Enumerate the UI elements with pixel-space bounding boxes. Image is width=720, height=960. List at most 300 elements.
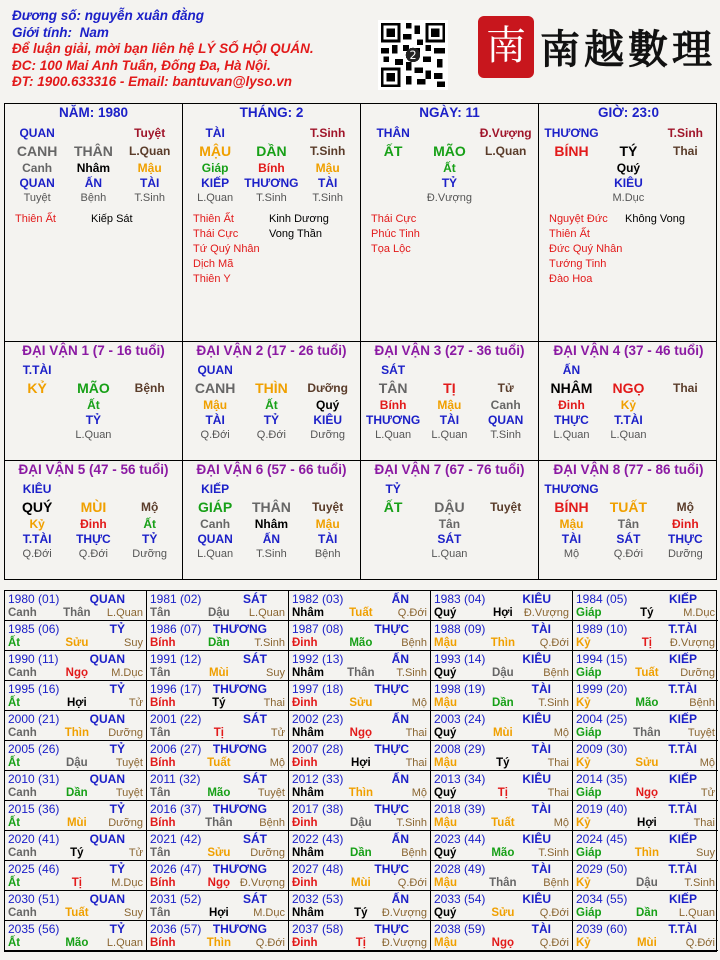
- cell-value: [543, 191, 600, 206]
- year-label: 1988 (09): [434, 622, 486, 636]
- dai-van-cell[interactable]: [361, 461, 539, 579]
- cell-value: NHÂM: [550, 380, 593, 396]
- year-branch: Thân: [347, 667, 375, 679]
- cell-row: [5, 428, 182, 443]
- cell-value: Tuyệt: [490, 500, 522, 514]
- year-state: Tử: [270, 727, 285, 739]
- year-branch: Hợi: [637, 817, 657, 829]
- dai-van-cell[interactable]: [183, 342, 361, 460]
- year-cell[interactable]: [147, 741, 289, 771]
- year-stem: Quý: [434, 607, 457, 619]
- cell-value: TUẤT: [609, 499, 648, 515]
- year-state: Bệnh: [543, 877, 569, 889]
- year-state: Bệnh: [401, 847, 427, 859]
- year-stem: Kỷ: [576, 817, 591, 829]
- cell-row: [5, 482, 182, 497]
- year-cell[interactable]: [573, 801, 718, 831]
- year-cell[interactable]: [573, 831, 718, 861]
- cell-value: T.TÀI: [22, 532, 52, 546]
- year-state: T.Sinh: [538, 697, 569, 709]
- year-cell[interactable]: [431, 621, 573, 651]
- year-cell[interactable]: [431, 891, 573, 921]
- year-label: 1995 (16): [8, 682, 60, 696]
- year-stem: Nhâm: [292, 727, 324, 739]
- year-label: 2006 (27): [150, 742, 202, 756]
- star-name-good: Tọa Lộc: [371, 243, 411, 255]
- cell-value: KIẾP: [201, 482, 230, 496]
- year-cell[interactable]: [431, 801, 573, 831]
- year-label: 2010 (31): [8, 772, 60, 786]
- year-state: Tuyệt: [115, 787, 143, 799]
- year-label: 2017 (38): [292, 802, 344, 816]
- year-cell[interactable]: [5, 831, 147, 861]
- year-cell[interactable]: [5, 741, 147, 771]
- year-god: SÁT: [243, 892, 267, 906]
- pillar-cell[interactable]: [183, 104, 361, 341]
- year-label: 2035 (56): [8, 922, 60, 936]
- cell-value: Đ.Vượng: [479, 126, 532, 140]
- year-god: SÁT: [243, 652, 267, 666]
- year-state: M.Dục: [111, 877, 143, 889]
- cell-row: [539, 378, 718, 398]
- year-cell[interactable]: [573, 771, 718, 801]
- year-god: SÁT: [243, 832, 267, 846]
- year-cell[interactable]: [5, 771, 147, 801]
- cell-row: [539, 547, 718, 562]
- cell-value: L.Quan: [431, 548, 468, 560]
- year-branch: Ngọ: [635, 787, 659, 799]
- year-state: Bệnh: [543, 667, 569, 679]
- year-cell[interactable]: [147, 681, 289, 711]
- year-label: 2028 (49): [434, 862, 486, 876]
- year-stem: Tân: [150, 847, 171, 859]
- pillar-cell[interactable]: [539, 104, 718, 341]
- year-label: 1999 (20): [576, 682, 628, 696]
- year-cell[interactable]: [147, 831, 289, 861]
- dai-van-cell[interactable]: [5, 342, 183, 460]
- yearly-luck-table: [4, 590, 717, 952]
- cell-value: [9, 413, 65, 428]
- year-cell[interactable]: [431, 681, 573, 711]
- year-god: THƯƠNG: [212, 742, 267, 756]
- cell-title: ĐẠI VẬN 7 (67 - 76 tuổi): [374, 462, 525, 477]
- year-branch: Sửu: [491, 907, 515, 919]
- cell-value: [122, 482, 178, 497]
- star-name-good: Tứ Quý Nhân: [193, 243, 260, 255]
- year-stem: Đinh: [292, 757, 318, 769]
- year-state: Mộ: [411, 787, 427, 799]
- year-cell[interactable]: [573, 621, 718, 651]
- year-god: TÀI: [531, 622, 551, 636]
- year-stem: Giáp: [576, 607, 602, 619]
- year-cell[interactable]: [5, 891, 147, 921]
- cell-value: QUAN: [487, 413, 524, 427]
- year-label: 1992 (13): [292, 652, 344, 666]
- year-label: 2034 (55): [576, 892, 628, 906]
- year-state: T.Sinh: [684, 877, 715, 889]
- year-label: 2000 (21): [8, 712, 60, 726]
- year-state: Mộ: [411, 697, 427, 709]
- year-branch: Mão: [207, 787, 231, 799]
- year-cell[interactable]: [289, 801, 431, 831]
- year-branch: Hợi: [67, 697, 87, 709]
- cell-row: [361, 497, 538, 517]
- year-cell[interactable]: [431, 921, 573, 951]
- year-branch: Tuất: [491, 817, 515, 829]
- cell-value: ẤN: [262, 532, 281, 546]
- year-cell[interactable]: [289, 921, 431, 951]
- cell-value: Q.Đới: [613, 548, 644, 560]
- cell-value: [657, 161, 714, 176]
- cell-value: BÍNH: [554, 143, 589, 159]
- year-branch: Thìn: [206, 937, 231, 949]
- year-god: TỶ: [109, 742, 125, 756]
- dai-van-cell[interactable]: [183, 461, 361, 579]
- year-god: ẤN: [391, 832, 409, 846]
- year-state: T.Sinh: [254, 637, 285, 649]
- year-label: 2020 (41): [8, 832, 60, 846]
- year-cell[interactable]: [147, 711, 289, 741]
- year-cell[interactable]: [5, 681, 147, 711]
- year-cell[interactable]: [573, 891, 718, 921]
- cell-row: [539, 126, 718, 141]
- year-cell[interactable]: [573, 921, 718, 951]
- year-state: T.Sinh: [396, 667, 427, 679]
- cell-row: [5, 413, 182, 428]
- cell-row: [361, 517, 538, 532]
- cell-value: [65, 363, 121, 378]
- year-cell[interactable]: [147, 621, 289, 651]
- year-stem: Quý: [434, 667, 457, 679]
- cell-value: DẬU: [434, 499, 465, 515]
- star-name-good: Phúc Tinh: [371, 228, 420, 240]
- year-branch: Mão: [491, 847, 515, 859]
- year-god: THỰC: [374, 682, 409, 696]
- star-name-good: Thiên Ất: [15, 213, 56, 225]
- year-branch: Tuất: [635, 667, 659, 679]
- cell-value: Tuyệt: [23, 192, 51, 204]
- year-cell[interactable]: [5, 801, 147, 831]
- cell-row: [539, 191, 718, 206]
- year-branch: Dần: [636, 907, 658, 919]
- year-god: T.TÀI: [668, 922, 697, 936]
- year-cell[interactable]: [5, 861, 147, 891]
- cell-row: [539, 532, 718, 547]
- year-stem: Nhâm: [292, 667, 324, 679]
- year-state: Đ.Vượng: [523, 607, 569, 619]
- cell-row: [361, 482, 538, 497]
- year-state: Q.Đới: [539, 637, 569, 649]
- year-cell[interactable]: [5, 591, 147, 621]
- year-cell[interactable]: [147, 591, 289, 621]
- year-cell[interactable]: [147, 651, 289, 681]
- cell-value: Mậu: [437, 398, 462, 412]
- year-label: 2013 (34): [434, 772, 486, 786]
- year-stem: Canh: [8, 787, 37, 799]
- year-stem: Canh: [8, 727, 37, 739]
- cell-value: THƯƠNG: [244, 176, 299, 190]
- year-cell[interactable]: [431, 741, 573, 771]
- cell-value: QUAN: [197, 363, 233, 377]
- year-cell[interactable]: [147, 801, 289, 831]
- cell-value: SÁT: [437, 532, 462, 546]
- year-cell[interactable]: [289, 591, 431, 621]
- year-god: TỶ: [109, 862, 125, 876]
- year-cell[interactable]: [431, 861, 573, 891]
- year-label: 2016 (37): [150, 802, 202, 816]
- year-stem: Đinh: [292, 697, 318, 709]
- year-label: 2027 (48): [292, 862, 344, 876]
- year-cell[interactable]: [5, 651, 147, 681]
- year-stem: Tân: [150, 787, 171, 799]
- year-stem: Nhâm: [292, 907, 324, 919]
- year-cell[interactable]: [289, 891, 431, 921]
- cell-value: Bệnh: [314, 548, 341, 560]
- cell-value: [478, 517, 534, 532]
- year-cell[interactable]: [289, 711, 431, 741]
- year-branch: Tị: [497, 787, 508, 799]
- year-god: TỶ: [109, 922, 125, 936]
- cell-value: T.Sinh: [309, 126, 346, 140]
- year-state: Mộ: [269, 757, 285, 769]
- dai-van-cell[interactable]: [5, 461, 183, 579]
- cell-row: [183, 482, 360, 497]
- cell-value: Ất: [143, 517, 156, 531]
- year-cell[interactable]: [431, 711, 573, 741]
- year-state: Q.Đới: [539, 907, 569, 919]
- cell-row: [539, 363, 718, 378]
- year-god: TÀI: [531, 802, 551, 816]
- year-god: KIÊU: [522, 892, 551, 906]
- year-stem: Đinh: [292, 637, 318, 649]
- stars-list: [5, 212, 182, 227]
- year-branch: Tý: [496, 757, 510, 769]
- dai-van-cell[interactable]: [539, 342, 718, 460]
- cell-value: Ất: [443, 161, 456, 175]
- four-pillars: [4, 103, 717, 342]
- year-god: THƯƠNG: [212, 682, 267, 696]
- year-label: 1989 (10): [576, 622, 628, 636]
- star-name-good: Thiên Ất: [193, 213, 234, 225]
- year-stem: Nhâm: [292, 787, 324, 799]
- cell-value: TÂN: [378, 380, 408, 396]
- year-stem: Bính: [150, 697, 176, 709]
- cell-row: [5, 398, 182, 413]
- cell-value: [657, 482, 714, 497]
- year-god: TỶ: [109, 682, 125, 696]
- cell-value: [478, 191, 534, 206]
- pillar-cell[interactable]: [361, 104, 539, 341]
- year-state: Mộ: [699, 757, 715, 769]
- year-stem: Bính: [150, 817, 176, 829]
- year-stem: Kỷ: [576, 637, 591, 649]
- qr-code-icon[interactable]: [378, 20, 448, 90]
- year-cell[interactable]: [147, 771, 289, 801]
- year-cell[interactable]: [431, 771, 573, 801]
- cell-row: [183, 126, 360, 141]
- cell-value: TÀI: [139, 176, 160, 190]
- cell-row: [361, 126, 538, 141]
- cell-value: Kỷ: [29, 517, 45, 531]
- year-label: 2033 (54): [434, 892, 486, 906]
- cell-value: KỶ: [27, 380, 47, 396]
- cell-row: [361, 378, 538, 398]
- year-branch: Tuất: [349, 607, 373, 619]
- year-cell[interactable]: [5, 711, 147, 741]
- cell-value: Kỷ: [620, 398, 637, 412]
- cell-value: Tuyệt: [134, 126, 166, 140]
- year-god: TỶ: [109, 622, 125, 636]
- seal-icon: 南: [478, 16, 534, 78]
- cell-value: QUAN: [19, 176, 55, 190]
- cell-value: TỶ: [85, 413, 102, 427]
- cell-value: Đ.Vượng: [426, 192, 472, 204]
- cell-value: Mộ: [141, 500, 159, 514]
- year-stem: Canh: [8, 607, 37, 619]
- cell-value: TỶ: [141, 532, 158, 546]
- cell-value: M.Dục: [612, 192, 645, 204]
- year-cell[interactable]: [289, 741, 431, 771]
- cell-title: ĐẠI VẬN 8 (77 - 86 tuổi): [553, 462, 704, 477]
- year-stem: Bính: [150, 877, 176, 889]
- year-cell[interactable]: [431, 831, 573, 861]
- year-cell[interactable]: [431, 651, 573, 681]
- cell-value: ẤT: [383, 143, 403, 159]
- year-stem: Mậu: [434, 877, 457, 889]
- gender-value: Nam: [79, 24, 109, 40]
- cell-row: [5, 497, 182, 517]
- dai-van-cell[interactable]: [361, 342, 539, 460]
- year-cell[interactable]: [147, 921, 289, 951]
- star-name-good: Thiên Ất: [549, 228, 590, 240]
- cell-value: KIÊU: [22, 482, 52, 496]
- year-stem: Nhâm: [292, 607, 324, 619]
- consult-line: Để luận giải, mời bạn liên hệ LÝ SỐ HỘI QUÁN.: [12, 41, 314, 57]
- cell-row: [5, 547, 182, 562]
- cell-value: [657, 176, 714, 191]
- year-god: TÀI: [531, 742, 551, 756]
- pillar-cell[interactable]: [5, 104, 183, 341]
- year-cell[interactable]: [289, 861, 431, 891]
- cell-value: L.Quan: [128, 144, 171, 158]
- cell-value: [9, 398, 65, 413]
- star-name-good: Tướng Tinh: [549, 258, 607, 270]
- year-stem: Tân: [150, 727, 171, 739]
- year-cell[interactable]: [289, 831, 431, 861]
- cell-value: [478, 176, 534, 191]
- year-state: Bệnh: [259, 817, 285, 829]
- year-cell[interactable]: [289, 681, 431, 711]
- year-state: Tuyệt: [115, 757, 143, 769]
- cell-value: L.Quan: [75, 429, 112, 441]
- cell-row: [183, 428, 360, 443]
- year-cell[interactable]: [289, 651, 431, 681]
- cell-title: NGÀY: 11: [419, 105, 480, 120]
- cell-value: THÂN: [73, 143, 113, 159]
- year-label: 2029 (50): [576, 862, 628, 876]
- year-state: Dưỡng: [250, 847, 285, 859]
- year-cell[interactable]: [573, 681, 718, 711]
- year-state: Tử: [128, 847, 143, 859]
- cell-title: NĂM: 1980: [58, 105, 129, 120]
- cell-value: MẬU: [199, 143, 232, 159]
- year-stem: Ất: [8, 637, 21, 649]
- cell-row: [5, 176, 182, 191]
- year-cell[interactable]: [5, 921, 147, 951]
- year-label: 1984 (05): [576, 592, 628, 606]
- stars-list: [361, 212, 538, 257]
- year-stem: Mậu: [434, 637, 457, 649]
- cell-value: [600, 363, 657, 378]
- year-branch: Tị: [213, 727, 224, 739]
- year-cell[interactable]: [5, 621, 147, 651]
- year-cell[interactable]: [573, 741, 718, 771]
- cell-value: [365, 547, 421, 562]
- year-cell[interactable]: [573, 711, 718, 741]
- year-state: Thai: [547, 787, 569, 799]
- year-state: Tử: [700, 787, 715, 799]
- cell-value: Mộ: [563, 548, 580, 560]
- cell-row: [183, 191, 360, 206]
- year-god: ẤN: [391, 892, 409, 906]
- cell-row: [539, 161, 718, 176]
- year-state: Thai: [263, 697, 285, 709]
- cell-value: Mậu: [315, 161, 340, 175]
- year-cell[interactable]: [289, 621, 431, 651]
- year-branch: Tị: [641, 637, 652, 649]
- year-cell[interactable]: [573, 651, 718, 681]
- year-state: Suy: [124, 907, 143, 919]
- year-stem: Ất: [8, 757, 21, 769]
- dai-van-cell[interactable]: [539, 461, 718, 579]
- year-state: Dưỡng: [108, 817, 143, 829]
- cell-row: [5, 378, 182, 398]
- contact-line[interactable]: ĐT: 1900.633316 - Email: bantuvan@lyso.vn: [12, 74, 293, 90]
- year-cell[interactable]: [573, 591, 718, 621]
- cell-value: [365, 191, 421, 206]
- cell-value: Q.Đới: [22, 548, 52, 560]
- cell-title: THÁNG: 2: [239, 105, 304, 120]
- year-stem: Giáp: [576, 847, 602, 859]
- year-branch: Sửu: [207, 847, 231, 859]
- cell-value: [243, 363, 299, 378]
- cell-row: [5, 191, 182, 206]
- year-god: SÁT: [243, 712, 267, 726]
- address-line: ĐC: 100 Mai Anh Tuấn, Đống Đa, Hà Nội.: [12, 57, 271, 73]
- year-cell[interactable]: [147, 891, 289, 921]
- year-branch: Mùi: [636, 937, 657, 949]
- year-god: QUAN: [89, 712, 125, 726]
- cell-value: THÂN: [376, 126, 410, 140]
- year-label: 2038 (59): [434, 922, 486, 936]
- cell-value: [543, 176, 600, 191]
- year-god: ẤN: [391, 652, 409, 666]
- dai-van-row-1: [4, 342, 717, 461]
- year-cell[interactable]: [289, 771, 431, 801]
- cell-row: [183, 378, 360, 398]
- year-branch: Dậu: [491, 667, 514, 679]
- year-cell[interactable]: [431, 591, 573, 621]
- cell-value: Thai: [673, 381, 698, 395]
- year-stem: Bính: [150, 757, 176, 769]
- cell-value: Mộ: [676, 500, 694, 514]
- cell-value: MÙI: [80, 499, 107, 515]
- year-cell[interactable]: [573, 861, 718, 891]
- cell-value: THÂN: [251, 499, 291, 515]
- star-name-bad: Không Vong: [625, 213, 685, 225]
- year-cell[interactable]: [147, 861, 289, 891]
- star-name-good: Thái Cực: [371, 213, 417, 225]
